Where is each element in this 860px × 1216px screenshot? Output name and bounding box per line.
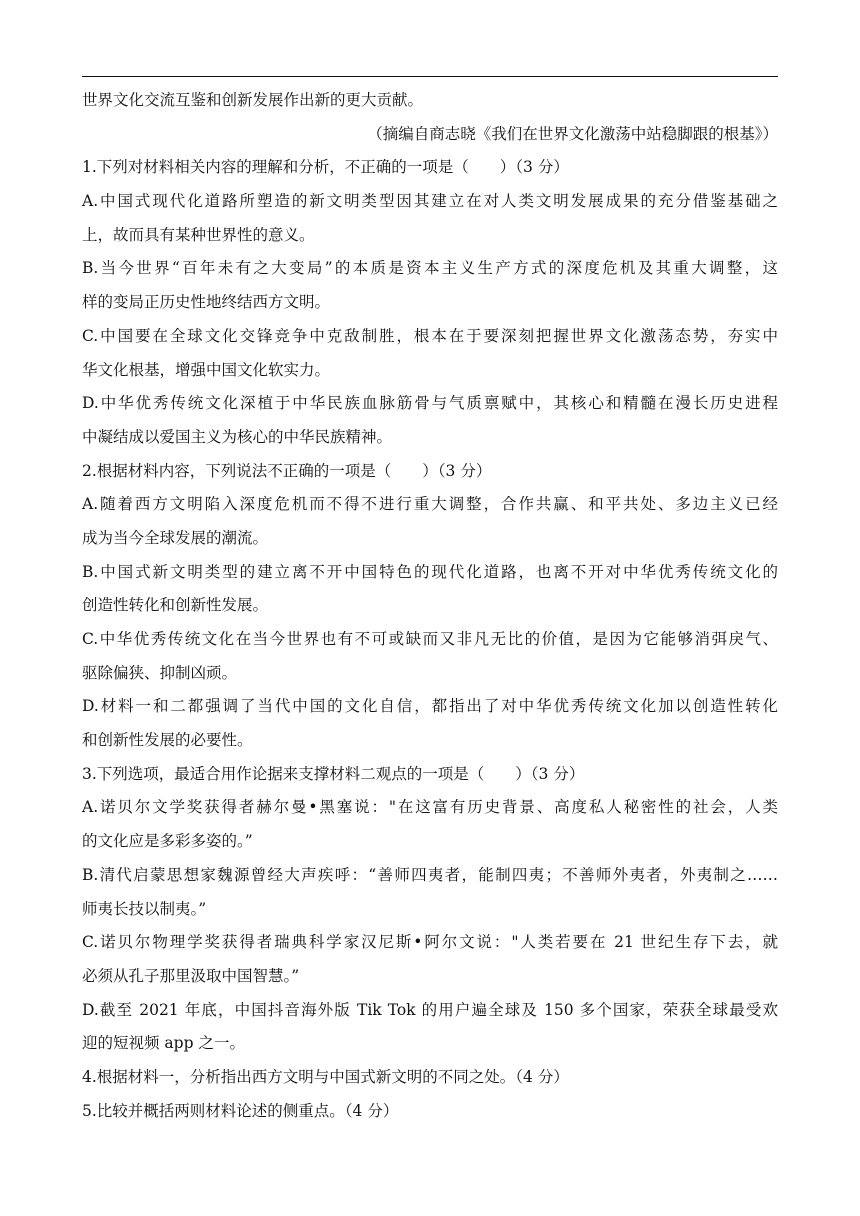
question-5-stem: 5.比较并概括两则材料论述的侧重点。（4 分） [82, 1101, 399, 1120]
question-3-option-c-cont: 必须从孔子那里汲取中国智慧。” [82, 966, 300, 985]
question-1-option-a: A.中国式现代化道路所塑造的新文明类型因其建立在对人类文明发展成果的充分借鉴基础之 [82, 192, 778, 211]
question-1-option-c-cont: 华文化根基，增强中国文化软实力。 [82, 360, 331, 379]
question-1-option-d: D.中华优秀传统文化深植于中华民族血脉筋骨与气质禀赋中，其核心和精髓在漫长历史进程 [82, 394, 778, 413]
question-2-option-d: D.材料一和二都强调了当代中国的文化自信，都指出了对中华优秀传统文化加以创造性转化 [82, 697, 778, 716]
question-2-option-b: B.中国式新文明类型的建立离不开中国特色的现代化道路，也离不开对中华优秀传统文化的 [82, 562, 778, 581]
question-2-option-c: C.中华优秀传统文化在当今世界也有不可或缺而又非凡无比的价值，是因为它能够消弭戾气、 [82, 630, 778, 648]
question-2-option-d-cont: 和创新性发展的必要性。 [82, 731, 253, 750]
source-citation: （摘编自商志晓《我们在世界文化激荡中站稳脚跟的根基》） [367, 124, 778, 143]
question-3-option-a-cont: 的文化应是多彩多姿的。” [82, 832, 253, 851]
question-3-stem: 3.下列选项，最适合用作论据来支撑材料二观点的一项是（ ）（3 分） [82, 764, 585, 783]
question-3-option-d: D.截至 2021 年底，中国抖音海外版 Tik Tok 的用户遍全球及 150 多个国家，荣获全球最受欢 [82, 1000, 778, 1019]
question-3-option-d-cont: 迎的短视频 app 之一。 [82, 1034, 245, 1053]
question-4-stem: 4.根据材料一，分析指出西方文明与中国式新文明的不同之处。（4 分） [82, 1067, 569, 1086]
question-1-option-a-cont: 上，故而具有某种世界性的意义。 [82, 225, 315, 244]
question-1-option-b: B.当今世界“百年未有之大变局”的本质是资本主义生产方式的深度危机及其重大调整，这 [82, 259, 778, 278]
question-1-stem: 1.下列对材料相关内容的理解和分析，不正确的一项是（ ）（3 分） [82, 158, 569, 177]
document-body [82, 84, 778, 1128]
text-line-conclusion: 世界文化交流互鉴和创新发展作出新的更大贡献。 [82, 91, 424, 109]
question-3-option-b-cont: 师夷长技以制夷。” [82, 899, 207, 918]
question-1-option-d-cont: 中凝结成以爱国主义为核心的中华民族精神。 [82, 427, 393, 446]
question-3-option-c: C.诺贝尔物理学奖获得者瑞典科学家汉尼斯•阿尔文说："人类若要在 21 世纪生存下去，就 [82, 933, 778, 952]
question-2-stem: 2.根据材料内容，下列说法不正确的一项是（ ）（3 分） [82, 461, 492, 480]
question-2-option-b-cont: 创造性转化和创新性发展。 [82, 596, 269, 615]
question-1-option-c: C.中国要在全球文化交锋竞争中克敌制胜，根本在于要深刻把握世界文化激荡态势，夯实中 [82, 326, 778, 345]
question-3-option-a: A.诺贝尔文学奖获得者赫尔曼•黑塞说："在这富有历史背景、高度私人秘密性的社会，人类 [82, 798, 778, 817]
question-2-option-a-cont: 成为当今全球发展的潮流。 [82, 528, 269, 547]
question-3-option-b: B.清代启蒙思想家魏源曾经大声疾呼：“善师四夷者，能制四夷；不善师外夷者，外夷制之…… [82, 865, 778, 884]
top-divider-line [82, 76, 778, 77]
question-1-option-b-cont: 样的变局正历史性地终结西方文明。 [82, 293, 331, 312]
question-2-option-a: A.随着西方文明陷入深度危机而不得不进行重大调整，合作共赢、和平共处、多边主义已经 [82, 495, 778, 514]
question-2-option-c-cont: 驱除偏狭、抑制凶顽。 [82, 663, 238, 682]
